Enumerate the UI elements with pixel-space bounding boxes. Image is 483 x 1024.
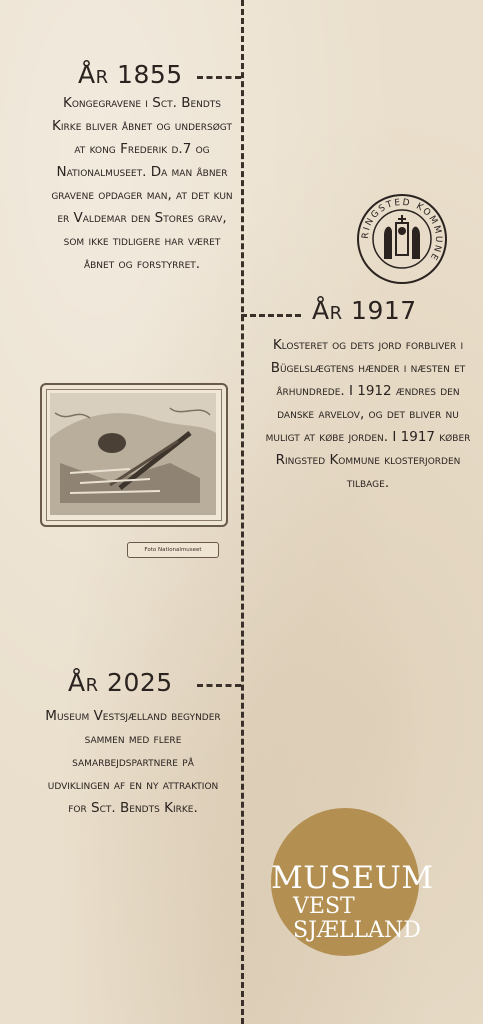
year-2025-heading: År 2025 bbox=[68, 668, 173, 697]
entry-1855-text: Kongegravene i Sct. Bendts Kirke bliver åbnet og undersøgt at kong Frederik d.7 og Nationalmuseet. Da man åbner gravene opdager man, at det kun er Valdemar den Stores grav, som ikke tidligere har været åbnet og forstyrret. bbox=[51, 95, 233, 272]
logo-line-museum: MUSEUM bbox=[271, 860, 434, 896]
year-1917-heading: År 1917 bbox=[312, 296, 417, 325]
entry-1917-text: Klosteret og dets jord forbliver i Bügelslægtens hænder i næsten et århundrede. I 1912 ændres den danske arvelov, og det bliver nu muligt at købe jorden. I 1917 køber Ringsted Kommune klosterjorden tilbage. bbox=[265, 337, 471, 491]
excavation-photo bbox=[40, 383, 228, 527]
timeline-line bbox=[241, 0, 244, 1024]
connector-1917 bbox=[241, 314, 301, 317]
photo-caption: Foto Nationalmuseet bbox=[127, 542, 219, 558]
logo-line-vest: VEST bbox=[293, 894, 355, 919]
entry-2025-text: Museum Vestsjælland begynder sammen med flere samarbejdspartnere på udviklingen af en ny attraktion for Sct. Bendts Kirke. bbox=[45, 708, 221, 816]
logo-line-sjaelland: SJÆLLAND bbox=[293, 918, 421, 943]
ringsted-seal-icon bbox=[356, 193, 448, 285]
excavation-sketch bbox=[50, 393, 216, 515]
connector-1855 bbox=[197, 76, 241, 79]
seal-text: RINGSTED KOMMUNE bbox=[360, 197, 444, 263]
museum-vestsjaelland-logo bbox=[271, 808, 434, 956]
year-1855-heading: År 1855 bbox=[78, 60, 183, 89]
connector-2025 bbox=[197, 684, 241, 687]
